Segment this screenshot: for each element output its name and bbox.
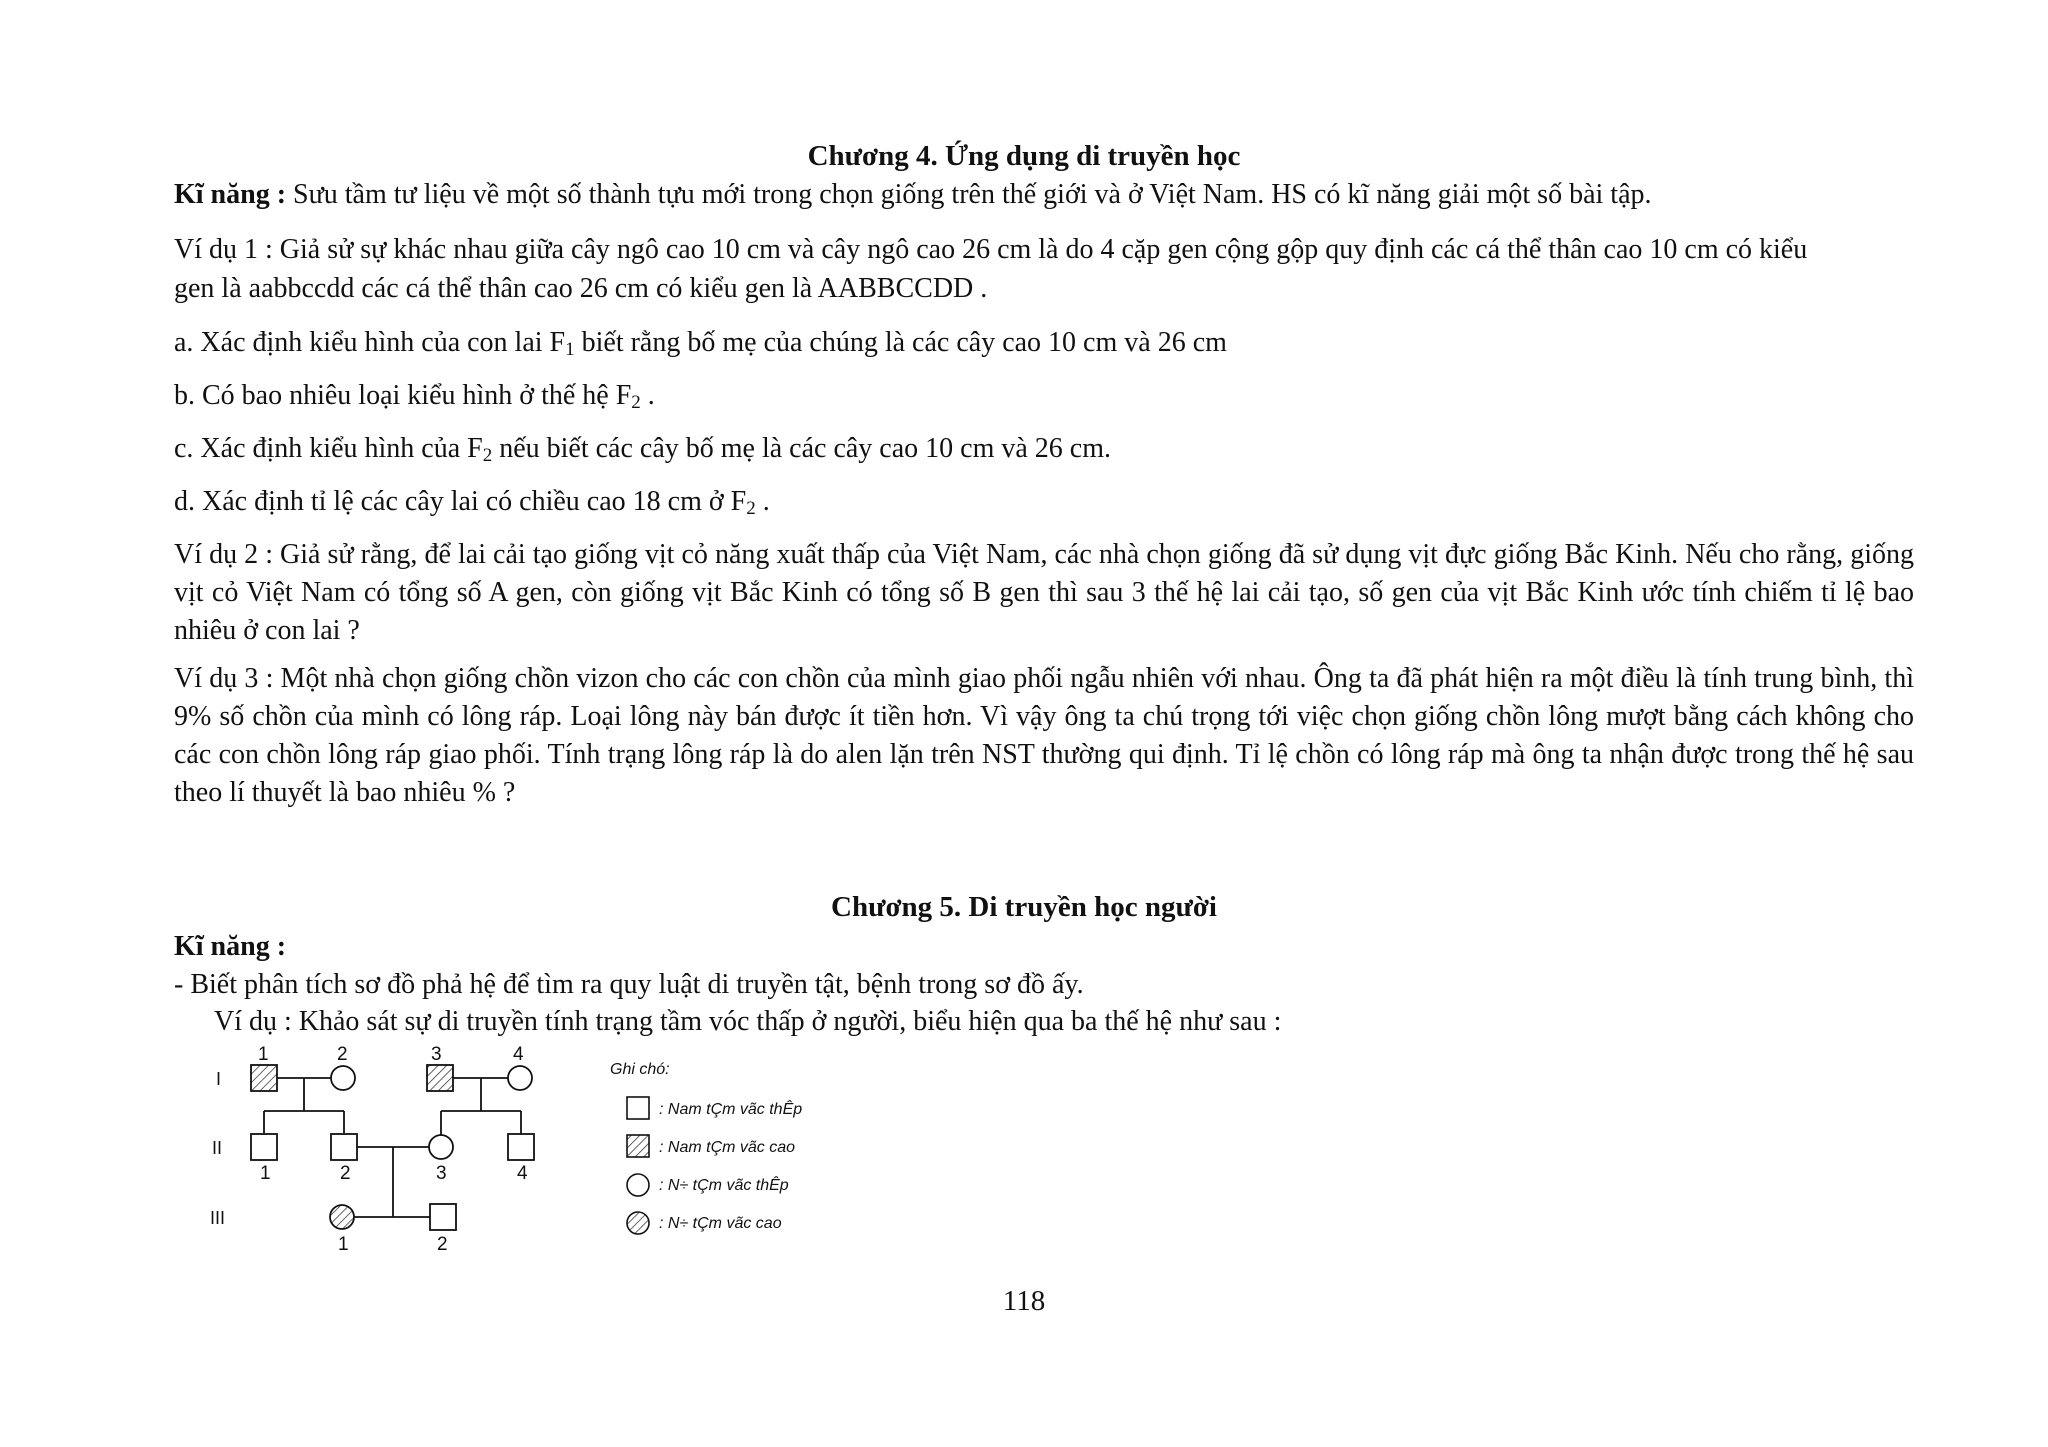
question-c-text: c. Xác định kiểu hình của F (174, 433, 483, 464)
individual-number: 2 (337, 1044, 348, 1065)
legend-label: : N÷ tÇm vãc cao (659, 1215, 782, 1232)
male-short-symbol (430, 1204, 456, 1230)
question-c (174, 430, 1111, 468)
question-c-subscript: 2 (482, 445, 493, 466)
pedigree-lines (264, 1078, 521, 1217)
legend-male-tall-symbol (627, 1135, 649, 1157)
individual-number: 1 (338, 1234, 349, 1255)
question-b-subscript: 2 (631, 392, 641, 413)
question-d (174, 483, 770, 521)
male-short-symbol (508, 1134, 534, 1160)
generation-label: III (210, 1208, 226, 1228)
question-a-text-end: biết rằng bố mẹ của chúng là các cây cao 10 cm và 26 cm (574, 327, 1227, 358)
male-short-symbol (331, 1134, 357, 1160)
male-tall-symbol (427, 1065, 453, 1091)
female-tall-symbol (330, 1205, 354, 1229)
legend-label: : Nam tÇm vãc thÊp (659, 1101, 803, 1118)
individual-number: 4 (517, 1163, 528, 1184)
skill-label: Kĩ năng : (174, 179, 287, 210)
female-short-symbol (331, 1066, 355, 1090)
question-a-subscript: 1 (565, 339, 575, 360)
male-short-symbol (251, 1134, 277, 1160)
chapter-5-example: Ví dụ : Khảo sát sự di truyền tính trạng tầm vóc thấp ở người, biểu hiện qua ba thế hệ như sau : (214, 1006, 1282, 1037)
question-a-text: a. Xác định kiểu hình của con lai F (174, 327, 566, 358)
legend-female-short-symbol (627, 1174, 649, 1196)
female-short-symbol (429, 1135, 453, 1159)
individual-number: 1 (260, 1163, 271, 1184)
example-1-line-2: gen là aabbccdd các cá thể thân cao 26 cm có kiểu gen là AABBCCDD . (174, 273, 988, 304)
example-2: Ví dụ 2 : Giả sử rằng, để lai cải tạo giống vịt cỏ năng xuất thấp của Việt Nam, các nhà chọn giống đã sử dụng vịt đực giống Bắc Kinh. Nếu cho rằng, giống vịt cỏ Việt Nam có tổng số A gen, còn giống vịt Bắc Kinh có tổng số B gen thì sau 3 thế hệ lai cải tạo, số gen của vịt Bắc Kinh ước tính chiếm tỉ lệ bao nhiêu ở con lai ? (174, 539, 1914, 646)
question-b-text: b. Có bao nhiêu loại kiểu hình ở thế hệ F (174, 380, 632, 411)
example-3: Ví dụ 3 : Một nhà chọn giống chồn vizon cho các con chồn của mình giao phối ngẫu nhiên với nhau. Ông ta đã phát hiện ra một điều là tính trung bình, thì 9% số chồn của mình có lông ráp. Loại lông này bán được ít tiền hơn. Vì vậy ông ta chú trọng tới việc chọn giống chồn lông mượt bằng cách không cho các con chồn lông ráp giao phối. Tính trạng lông ráp là do alen lặn trên NST thường qui định. Tỉ lệ chồn có lông ráp mà ông ta nhận được trong thế hệ sau theo lí thuyết là bao nhiêu % ? (174, 663, 1914, 808)
individual-number: 1 (258, 1044, 269, 1065)
pedigree-diagram (200, 1040, 860, 1260)
individual-number: 2 (340, 1163, 351, 1184)
chapter-4-title: Chương 4. Ứng dụng di truyền học (807, 140, 1241, 172)
generation-label: II (212, 1138, 223, 1158)
legend-title: Ghi chó: (610, 1061, 670, 1078)
skill-text: Sưu tầm tư liệu về một số thành tựu mới trong chọn giống trên thế giới và ở Việt Nam. HS có kĩ năng giải một số bài tập. (286, 179, 1652, 210)
chapter-5-bullet: - Biết phân tích sơ đồ phả hệ để tìm ra quy luật di truyền tật, bệnh trong sơ đồ ấy. (174, 969, 1084, 1000)
legend-female-tall-symbol (627, 1212, 649, 1234)
legend-label: : Nam tÇm vãc cao (659, 1139, 796, 1156)
individual-number: 3 (436, 1163, 447, 1184)
individual-number: 2 (437, 1234, 448, 1255)
question-d-text: d. Xác định tỉ lệ các cây lai có chiều cao 18 cm ở F (174, 486, 747, 517)
page-number: 118 (1002, 1285, 1046, 1317)
individual-number: 4 (513, 1044, 524, 1065)
female-short-symbol (508, 1066, 532, 1090)
chapter-4-skill (174, 176, 1652, 214)
question-d-text-end: . (755, 486, 770, 517)
legend-male-short-symbol (627, 1097, 649, 1119)
chapter-5-title: Chương 5. Di truyền học người (831, 891, 1217, 923)
generation-label: I (216, 1069, 222, 1089)
question-b (174, 377, 655, 415)
example-1-line-1: Ví dụ 1 : Giả sử sự khác nhau giữa cây ngô cao 10 cm và cây ngô cao 26 cm là do 4 cặp gen cộng gộp quy định các cá thể thân cao 10 cm có kiểu (174, 234, 1808, 265)
chapter-5-skill-label: Kĩ năng : (174, 931, 287, 962)
question-c-text-end: nếu biết các cây bố mẹ là các cây cao 10 cm và 26 cm. (492, 433, 1112, 464)
question-d-subscript: 2 (746, 498, 756, 519)
question-a (174, 324, 1227, 362)
individual-number: 3 (431, 1044, 442, 1065)
male-tall-symbol (251, 1065, 277, 1091)
question-b-text-end: . (640, 380, 655, 411)
legend-label: : N÷ tÇm vãc thÊp (659, 1177, 789, 1194)
